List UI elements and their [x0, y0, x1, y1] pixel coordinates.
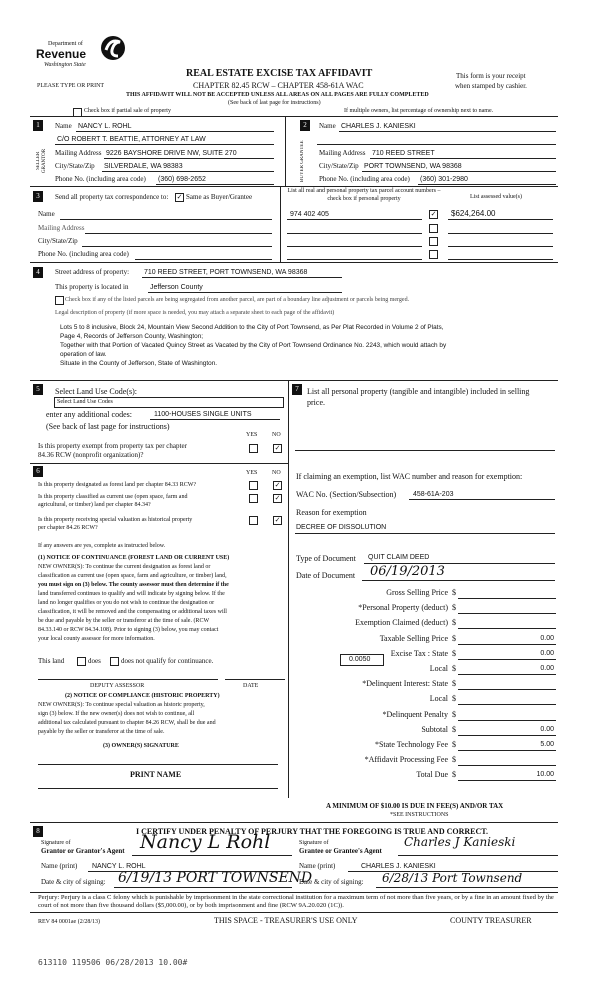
parcel-number[interactable]: 974 402 405: [290, 211, 329, 218]
notice1-line6: classification, it will be removed and the compensating or additional taxes will: [38, 609, 227, 615]
revenue-swirl-icon: [100, 34, 126, 62]
s6-no: NO: [272, 470, 281, 476]
corr-city-label: City/State/Zip: [38, 237, 78, 245]
personal-property-label-2: price.: [307, 398, 325, 407]
form-warning: THIS AFFIDAVIT WILL NOT BE ACCEPTED UNLESS ALL AREAS ON ALL PAGES ARE FULLY COMPLETED: [126, 92, 429, 98]
tax-row-dollar: $: [452, 588, 456, 597]
same-as-buyer-label: Same as Buyer/Grantee: [186, 193, 253, 201]
grantor-sig-label-1: Signature of: [41, 840, 71, 846]
section-6-number: 6: [33, 466, 43, 477]
agency-line1: Department of: [48, 41, 83, 47]
perjury-note: Perjury: Perjury is a class C felony which is punishable by imprisonment in the state correctional institution for a maximum term of not more than five years, or by a fine in an amount fixed by the court of not more than five thousand dollars ($5,000.00), or by both imprisonment and fine (RCW 9A.20.020 (1C)).: [38, 894, 554, 909]
grantee-date-label: Date & city of signing:: [299, 878, 364, 886]
legal-line-3: Together with that Portion of Vacated Quincy Street as Vacated by the City of Port Townsend Ordinance No. 2243, which would attach by: [60, 342, 447, 349]
see-instructions: *SEE INSTRUCTIONS: [390, 812, 449, 818]
buyer-mailing[interactable]: 710 REED STREET: [372, 150, 435, 157]
section-1-number: 1: [33, 120, 43, 131]
segregated-checkbox[interactable]: [55, 296, 64, 305]
correspondence-label: Send all property tax correspondence to:: [55, 193, 169, 201]
legal-line-4: operation of law.: [60, 351, 107, 358]
land-use-see-back: (See back of last page for instructions): [46, 422, 170, 431]
exempt-question-2: 84.36 RCW (nonprofit organization)?: [38, 451, 144, 459]
form-chapters: CHAPTER 82.45 RCW – CHAPTER 458-61A WAC: [193, 81, 364, 90]
tax-row-dollar: $: [452, 618, 456, 628]
tax-row-dollar: $: [452, 603, 456, 613]
seller-phone[interactable]: (360) 698-2652: [158, 176, 206, 183]
seller-phone-label: Phone No. (including area code): [55, 175, 146, 183]
grantee-sig-label-2: Grantee or Grantee's Agent: [299, 847, 382, 855]
multiple-owners-note: If multiple owners, list percentage of ownership next to name.: [344, 108, 494, 114]
tax-row-label: Taxable Selling Price: [379, 633, 448, 643]
notice1-line7: be due and payable by the seller or transferor at the time of sale. (RCW: [38, 618, 210, 624]
forest-yes-checkbox[interactable]: [249, 481, 258, 490]
tax-row-label: *Affidavit Processing Fee: [364, 755, 448, 765]
parcels-header: List all real and personal property tax parcel account numbers – check box if personal property: [287, 188, 441, 202]
exempt-yes-checkbox[interactable]: [249, 444, 258, 453]
tax-row-label: Total Due: [416, 770, 448, 780]
tax-row-dollar: $: [452, 694, 456, 704]
tax-row-label: *State Technology Fee: [374, 740, 448, 749]
legal-line-5: Situate in the County of Jefferson, State of Washington.: [60, 360, 218, 367]
s6-yes: YES: [246, 470, 258, 476]
corr-name-label: Name: [38, 210, 55, 218]
form-number: REV 84 0001ae (2/28/13): [38, 919, 101, 925]
county-treasurer: COUNTY TREASURER: [450, 916, 532, 925]
exemption-label: If claiming an exemption, list WAC number and reason for exemption:: [296, 472, 523, 481]
land-does-label: This land: [38, 657, 65, 665]
receipt-note-1: This form is your receipt: [456, 72, 526, 80]
grantor-signature[interactable]: Nancy L Rohl: [140, 831, 271, 853]
treasurer-use: THIS SPACE - TREASURER'S USE ONLY: [214, 916, 358, 925]
local-rate: 0.0050: [349, 656, 371, 663]
tax-row: [290, 708, 558, 722]
notice1-line4: land transferred continues to qualify and will indicate by signing below. If the: [38, 591, 225, 597]
agency-line2: Revenue: [36, 47, 87, 61]
if-yes-note: If any answers are yes, complete as instructed below.: [38, 543, 166, 549]
notice1-line9: your local county assessor for more information.: [38, 636, 155, 642]
print-name-label: PRINT NAME: [130, 770, 182, 779]
local-rate-box: [340, 654, 384, 666]
grantor-date-city[interactable]: 6/19/13 PORT TOWNSEND: [118, 870, 313, 886]
parcel-2-personal-checkbox[interactable]: [429, 224, 438, 233]
tax-row-label: *Personal Property (deduct): [358, 603, 448, 613]
tax-calculation: [290, 586, 558, 792]
doc-date[interactable]: 06/19/2013: [370, 564, 445, 579]
grantee-date-city[interactable]: 6/28/13 Port Townsend: [382, 871, 523, 885]
see-back-note: (See back of last page for instructions): [228, 100, 321, 106]
tax-row-dollar: $: [452, 633, 456, 643]
seller-name-label: Name: [55, 122, 72, 130]
notice1-line8: 84.33.140 or RCW 84.34.108). Prior to signing (3) below, you may contact: [38, 627, 219, 633]
section-8-number: 8: [33, 826, 43, 837]
tax-row: [290, 647, 558, 661]
tax-row-label: Local: [429, 694, 448, 704]
notice1-title: (1) NOTICE OF CONTINUANCE (FOREST LAND OR CURRENT USE): [38, 555, 230, 561]
notice2-line4: payable by the seller or transferor at the time of sale.: [38, 729, 165, 735]
wac-number[interactable]: 458-61A-203: [413, 491, 454, 498]
s6-q1: Is this property designated as forest land per chapter 84.33 RCW?: [38, 482, 197, 488]
grantee-name-label: Name (print): [299, 862, 336, 870]
corr-mailing-label: Mailing Address: [38, 224, 85, 232]
notice1-line1: NEW OWNER(S): To continue the current designation as forest land or: [38, 564, 211, 570]
tax-row-value[interactable]: 0.00: [540, 634, 554, 642]
doc-type[interactable]: QUIT CLAIM DEED: [368, 554, 430, 561]
tax-row-label: *Delinquent Interest: State: [362, 679, 448, 689]
additional-codes[interactable]: 1100-HOUSES SINGLE UNITS: [154, 411, 252, 418]
tax-row-dollar: $: [452, 740, 456, 749]
tax-row-dollar: $: [452, 755, 456, 765]
grantee-name[interactable]: CHARLES J. KANIESKI: [361, 863, 436, 870]
buyer-name-label: Name: [319, 122, 336, 130]
doc-date-label: Date of Document: [296, 571, 356, 580]
does-label: does: [88, 657, 101, 665]
land-use-select-value: Select Land Use Codes: [57, 399, 113, 405]
seller-mailing[interactable]: 9226 BAYSHORE DRIVE NW, SUITE 270: [106, 150, 237, 157]
historic-yes-checkbox[interactable]: [249, 516, 258, 525]
tax-row-label: Local: [429, 664, 448, 673]
tax-row-dollar: $: [452, 709, 456, 719]
legal-label: Legal description of property (if more space is needed, you may attach a separate sheet to each page of the affidavit): [55, 310, 335, 316]
notice2-line2: sign (3) below. If the new owner(s) does not wish to continue, all: [38, 711, 195, 717]
wac-label: WAC No. (Section/Subsection): [296, 490, 397, 499]
owner-signature-label: (3) OWNER(S) SIGNATURE: [103, 743, 179, 749]
partial-sale-label: Check box if partial sale of property: [84, 108, 171, 114]
property-county[interactable]: Jefferson County: [150, 284, 203, 291]
seller-name[interactable]: NANCY L. ROHL: [78, 123, 132, 130]
exemption-reason[interactable]: DECREE OF DISSOLUTION: [296, 524, 387, 531]
tax-row: [290, 692, 558, 706]
tax-row: [290, 768, 558, 782]
section-2-number: 2: [300, 120, 310, 131]
tax-row-dollar: $: [452, 679, 456, 689]
buyer-side-label: BUYER GRANTEE: [300, 140, 305, 182]
grantee-sig-label-1: Signature of: [299, 840, 329, 846]
tax-row-dollar: $: [452, 724, 456, 734]
tax-row: [290, 662, 558, 676]
section-7-number: 7: [292, 384, 302, 395]
land-use-select[interactable]: [54, 397, 284, 408]
tax-row: [290, 632, 558, 646]
tax-row-value[interactable]: 0.00: [540, 665, 554, 672]
tax-row: [290, 738, 558, 752]
notice2-line3: additional tax calculated pursuant to chapter 84.26 RCW, shall be due and: [38, 720, 216, 726]
minimum-note: A MINIMUM OF $10.00 IS DUE IN FEE(S) AND/OR TAX: [326, 802, 504, 810]
tax-row-value[interactable]: 0.00: [540, 725, 554, 733]
tax-row: [290, 616, 558, 630]
legal-line-1: Lots 5 to 8 inclusive, Block 24, Mountain View Second Addition to the City of Port Townsend, as Per Plat Recorded in Volume 2 of Plats,: [60, 324, 444, 331]
s6-q2a: Is this property classified as current use (open space, farm and: [38, 494, 188, 500]
tax-row-label: Gross Selling Price: [386, 588, 448, 597]
current-use-yes-checkbox[interactable]: [249, 494, 258, 503]
s5-yes: YES: [246, 432, 258, 438]
segregated-note: Check box if any of the listed parcels are being segregated from another parcel, are part of a boundary line adjustment or parcels being merged.: [65, 297, 410, 303]
receipt-note-2: when stamped by cashier.: [455, 82, 527, 90]
tax-row-dollar: $: [452, 664, 456, 673]
section-3-number: 3: [33, 191, 43, 202]
seller-line2[interactable]: C/O ROBERT T. BEATTIE, ATTORNEY AT LAW: [57, 136, 206, 143]
historic-no-checkbox[interactable]: ✓: [274, 516, 281, 524]
notice2-title: (2) NOTICE OF COMPLIANCE (HISTORIC PROPERTY): [65, 693, 220, 699]
same-as-buyer-checkbox[interactable]: ✓: [176, 193, 183, 201]
seller-mailing-label: Mailing Address: [55, 149, 102, 157]
s5-no: NO: [272, 432, 281, 438]
grantee-signature[interactable]: Charles J Kanieski: [404, 835, 516, 849]
parcel-assessed-value[interactable]: $624,264.00: [451, 209, 496, 218]
tax-row: [290, 723, 558, 737]
buyer-city[interactable]: PORT TOWNSEND, WA 98368: [364, 163, 462, 170]
s6-q2b: agricultural, or timber) land per chapter 84.34?: [38, 502, 151, 508]
buyer-phone[interactable]: (360) 301-2980: [420, 176, 468, 183]
corr-phone-label: Phone No. (including area code): [38, 250, 129, 258]
s6-q3a: Is this property receiving special valuation as historical property: [38, 517, 193, 523]
seller-city-label: City/State/Zip: [55, 162, 95, 170]
current-use-no-checkbox[interactable]: ✓: [274, 494, 281, 502]
section-4-number: 4: [33, 267, 43, 278]
exempt-question-1: Is this property exempt from property tax per chapter: [38, 442, 187, 450]
land-use-label: Select Land Use Code(s):: [55, 387, 137, 396]
buyer-phone-label: Phone No. (including area code): [319, 175, 410, 183]
notice2-line1: NEW OWNER(S): To continue special valuation as historic property,: [38, 702, 205, 708]
assessed-header: List assessed value(s): [470, 194, 522, 200]
additional-codes-label: enter any additional codes:: [46, 410, 132, 419]
grantor-date-label: Date & city of signing:: [41, 878, 106, 886]
tax-row: [290, 753, 558, 767]
buyer-name[interactable]: CHARLES J. KANIESKI: [341, 123, 416, 130]
divider: [30, 116, 558, 117]
notice1-line3: you must sign on (3) below. The county assessor must then determine if the: [38, 582, 229, 588]
buyer-city-label: City/State/Zip: [319, 162, 359, 170]
tax-row-value[interactable]: 10.00: [536, 771, 554, 779]
deputy-assessor-label: DEPUTY ASSESSOR: [90, 683, 145, 689]
tax-row-value[interactable]: 5.00: [540, 741, 554, 748]
tax-row: [290, 677, 558, 691]
notice1-line5: land no longer qualifies or you do not wish to continue the designation or: [38, 600, 215, 606]
reason-label: Reason for exemption: [296, 508, 367, 517]
print-note: PLEASE TYPE OR PRINT: [37, 83, 105, 89]
s6-q3b: per chapter 84.26 RCW?: [38, 525, 98, 531]
seller-city[interactable]: SILVERDALE, WA 98383: [104, 163, 183, 170]
tax-row: [290, 601, 558, 615]
tax-row-dollar: $: [452, 648, 456, 658]
personal-property-label-1: List all personal property (tangible and intangible) included in selling: [307, 387, 530, 396]
land-does-not-checkbox[interactable]: [110, 657, 119, 666]
section-5-number: 5: [33, 384, 43, 395]
assessor-date-label: DATE: [243, 683, 259, 689]
land-does-checkbox[interactable]: [77, 657, 86, 666]
parcel-4-personal-checkbox[interactable]: [429, 250, 438, 259]
located-label: This property is located in: [55, 283, 129, 291]
doc-type-label: Type of Document: [296, 554, 356, 563]
parcel-3-personal-checkbox[interactable]: [429, 237, 438, 246]
exempt-no-checkbox[interactable]: ✓: [274, 444, 281, 452]
revenue-logo: [36, 32, 136, 72]
tax-row-label: Exemption Claimed (deduct): [355, 618, 448, 628]
parcel-1-personal-checkbox[interactable]: ✓: [430, 210, 437, 218]
cashier-stamp: 613110 119506 06/28/2013 10.00#: [38, 958, 188, 967]
notice1-line2: classification as current use (open space, farm and agriculture, or timber) land,: [38, 573, 227, 579]
street-label: Street address of property:: [55, 268, 130, 276]
tax-row-value[interactable]: 0.00: [540, 649, 554, 657]
grantor-name[interactable]: NANCY L. ROHL: [92, 863, 146, 870]
agency-line3: Washington State: [44, 62, 86, 68]
does-not-label: does not qualify for continuance.: [121, 657, 214, 665]
grantor-name-label: Name (print): [41, 862, 78, 870]
tax-row-label: Subtotal: [421, 724, 448, 734]
tax-row-label: *Delinquent Penalty: [382, 709, 448, 719]
buyer-mailing-label: Mailing Address: [319, 149, 366, 157]
tax-row-label: Excise Tax : State: [390, 648, 448, 658]
forest-no-checkbox[interactable]: ✓: [274, 481, 281, 489]
tax-row: [290, 586, 558, 600]
certify-statement: I CERTIFY UNDER PENALTY OF PERJURY THAT THE FOREGOING IS TRUE AND CORRECT.: [136, 827, 489, 836]
tax-row-dollar: $: [452, 770, 456, 780]
grantor-sig-label-2: Grantor or Grantor's Agent: [41, 847, 125, 855]
legal-line-2: Page 4, Records of Jefferson County, Washington;: [60, 333, 204, 340]
form-title: REAL ESTATE EXCISE TAX AFFIDAVIT: [186, 68, 373, 79]
seller-side-label: SELLER GRANTOR: [36, 148, 47, 174]
property-street[interactable]: 710 REED STREET, PORT TOWNSEND, WA 98368: [144, 269, 308, 276]
